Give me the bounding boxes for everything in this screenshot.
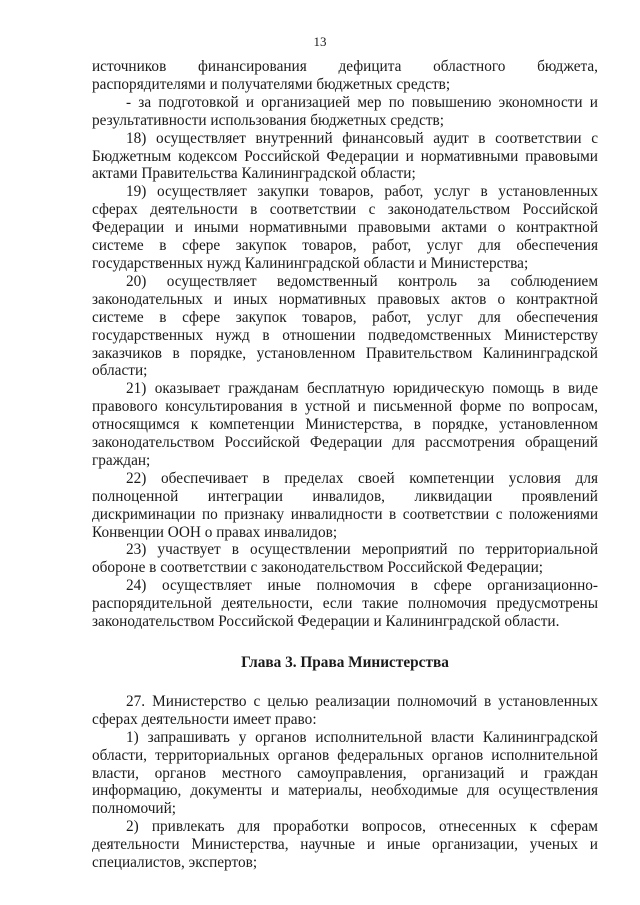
paragraph-item-22: 22) обеспечивает в пределах своей компетенции условия для полноценной интеграции инвалидов, ликвидации проявлений дискриминации по признаку инвалидности в соответствии с положениями Конвенции ООН о правах инвалидов; — [92, 469, 598, 541]
paragraph-continuation: источников финансирования дефицита областного бюджета, распорядителями и получателями бюджетных средств; — [92, 58, 598, 93]
paragraph-right-1: 1) запрашивать у органов исполнительной власти Калининградской области, территориальных органов федеральных органов исполнительной власти, органов местного самоуправления, организаций и граждан информацию, документы и материалы, необходимые для осуществления полномочий; — [92, 728, 598, 818]
document-body — [92, 58, 598, 872]
paragraph-item-24: 24) осуществляет иные полномочия в сфере организационно-распорядительной деятельности, если такие полномочия предусмотрены законодательством Российской Федерации и Калининградской области. — [92, 577, 598, 631]
paragraph-item-20: 20) осуществляет ведомственный контроль за соблюдением законодательных и иных нормативных правовых актов о контрактной системе в сфере закупок товаров, работ, услуг для обеспечения государственных нужд в отношении подведомственных Министерству заказчиков в порядке, установленном Правительством Калининградской области; — [92, 272, 598, 380]
paragraph-item-23: 23) участвует в осуществлении мероприятий по территориальной обороне в соответствии с законодательством Российской Федерации; — [92, 541, 598, 577]
page-number: 13 — [313, 34, 327, 49]
paragraph-item-21: 21) оказывает гражданам бесплатную юридическую помощь в виде правового консультирования в устной и письменной форме по вопросам, относящимся к компетенции Министерства, в порядке, установленном законодательством Российской Федерации для рассмотрения обращений граждан; — [92, 380, 598, 469]
paragraph-right-2: 2) привлекать для проработки вопросов, отнесенных к сферам деятельности Министерства, научные и иные организации, ученых и специалистов, экспертов; — [92, 818, 598, 872]
paragraph-item-18: 18) осуществляет внутренний финансовый аудит в соответствии с Бюджетным кодексом Российской Федерации и нормативными правовыми актами Правительства Калининградской области; — [92, 129, 598, 183]
paragraph-item-19: 19) осуществляет закупки товаров, работ, услуг в установленных сферах деятельности в соответствии с законодательством Российской Федерации и иными нормативными правовыми актами о контрактной системе в сфере закупок товаров, работ, услуг для обеспечения государственных нужд Калининградской области и Министерства; — [92, 183, 598, 272]
paragraph-article-27: 27. Министерство с целью реализации полномочий в установленных сферах деятельности имеет право: — [92, 692, 598, 728]
paragraph-list-dash: - за подготовкой и организацией мер по повышению экономности и результативности использования бюджетных средств; — [92, 93, 598, 129]
chapter-heading: Глава 3. Права Министерства — [241, 654, 449, 671]
